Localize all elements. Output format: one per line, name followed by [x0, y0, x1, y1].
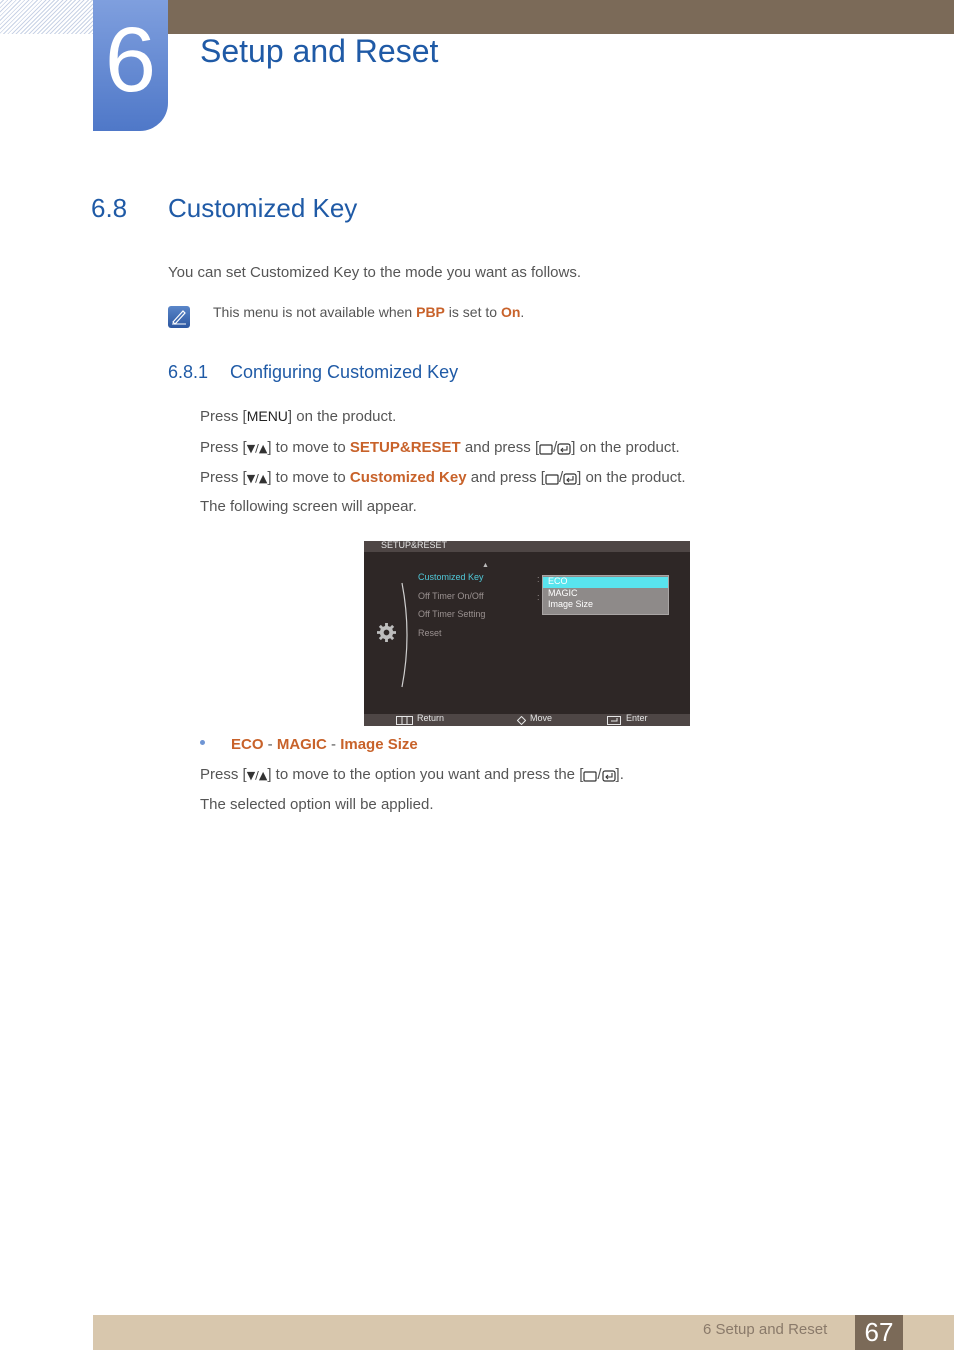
- osd-item-off-timer-setting: Off Timer Setting: [418, 609, 486, 619]
- down-up-arrow-icon: ▼/▲: [246, 769, 268, 782]
- osd-colon: :: [537, 592, 540, 602]
- footer-chapter-text: 6 Setup and Reset: [703, 1321, 828, 1338]
- intro-text: You can set Customized Key to the mode you want as follows.: [168, 264, 582, 281]
- source-button-icon: [539, 444, 553, 455]
- osd-footer: [364, 714, 690, 726]
- osd-screenshot: [364, 541, 690, 726]
- step-1: Press [MENU] on the product.: [200, 408, 397, 425]
- after-step-1: Press [▼/▲] to move to the option you want and press the [ / ].: [200, 766, 624, 783]
- chapter-title: Setup and Reset: [200, 33, 439, 69]
- menu-key-icon: MENU: [246, 408, 288, 424]
- option-image-size: Image Size: [340, 736, 418, 753]
- osd-move-label: Move: [530, 713, 553, 723]
- down-up-arrow-icon: ▼/▲: [246, 472, 268, 485]
- osd-item-customized-key: Customized Key: [418, 572, 484, 582]
- osd-item-off-timer-onoff: Off Timer On/Off: [418, 591, 484, 601]
- step-2-highlight: SETUP&RESET: [349, 439, 461, 456]
- note-pencil-icon: [168, 306, 190, 328]
- subsection-title: Configuring Customized Key: [230, 362, 459, 382]
- osd-enter-icon: [607, 716, 621, 725]
- section-title: Customized Key: [168, 193, 358, 223]
- osd-option-eco: ECO: [543, 577, 668, 588]
- osd-return-icon: [396, 716, 413, 725]
- osd-enter-label: Enter: [626, 713, 648, 723]
- osd-arc-icon: [400, 581, 412, 689]
- header-hatch: [0, 0, 93, 34]
- page-number: 67: [855, 1315, 903, 1350]
- step-3: Press [▼/▲] to move to Customized Key and press [ / ] on the product.: [200, 469, 686, 486]
- osd-colon: :: [537, 574, 540, 584]
- enter-key-icon: [602, 770, 616, 782]
- osd-item-reset: Reset: [418, 628, 442, 638]
- note-on: On: [500, 304, 521, 320]
- osd-option-image-size: Image Size: [548, 599, 594, 609]
- subsection-number: 6.8.1: [168, 362, 209, 382]
- option-magic: MAGIC: [276, 736, 327, 753]
- osd-dropdown: [542, 575, 669, 615]
- after-step-2: The selected option will be applied.: [200, 796, 434, 813]
- note-pbp: PBP: [416, 304, 445, 320]
- step-4: The following screen will appear.: [200, 498, 417, 515]
- enter-key-icon: [563, 473, 577, 485]
- osd-return-label: Return: [417, 713, 445, 723]
- osd-move-icon: [517, 716, 526, 725]
- section-number: 6.8: [91, 193, 128, 223]
- osd-gear-icon: [377, 623, 396, 642]
- header-bar: [168, 0, 954, 34]
- osd-header: SETUP&RESET: [364, 541, 690, 552]
- note-text: This menu is not available when PBP is set to On.: [213, 304, 525, 320]
- source-button-icon: [545, 474, 559, 485]
- osd-scroll-up-icon: ▲: [482, 562, 489, 569]
- source-button-icon: [583, 771, 597, 782]
- chapter-number-tab: 6: [93, 0, 168, 131]
- step-3-highlight: Customized Key: [349, 469, 467, 486]
- options-list: ECO - MAGIC - Image Size: [231, 736, 418, 753]
- enter-key-icon: [557, 443, 571, 455]
- bullet-icon: [200, 740, 205, 745]
- osd-option-magic: MAGIC: [548, 588, 578, 598]
- down-up-arrow-icon: ▼/▲: [246, 442, 268, 455]
- step-2: Press [▼/▲] to move to SETUP&RESET and press [ / ] on the product.: [200, 439, 680, 456]
- option-eco: ECO: [231, 736, 264, 753]
